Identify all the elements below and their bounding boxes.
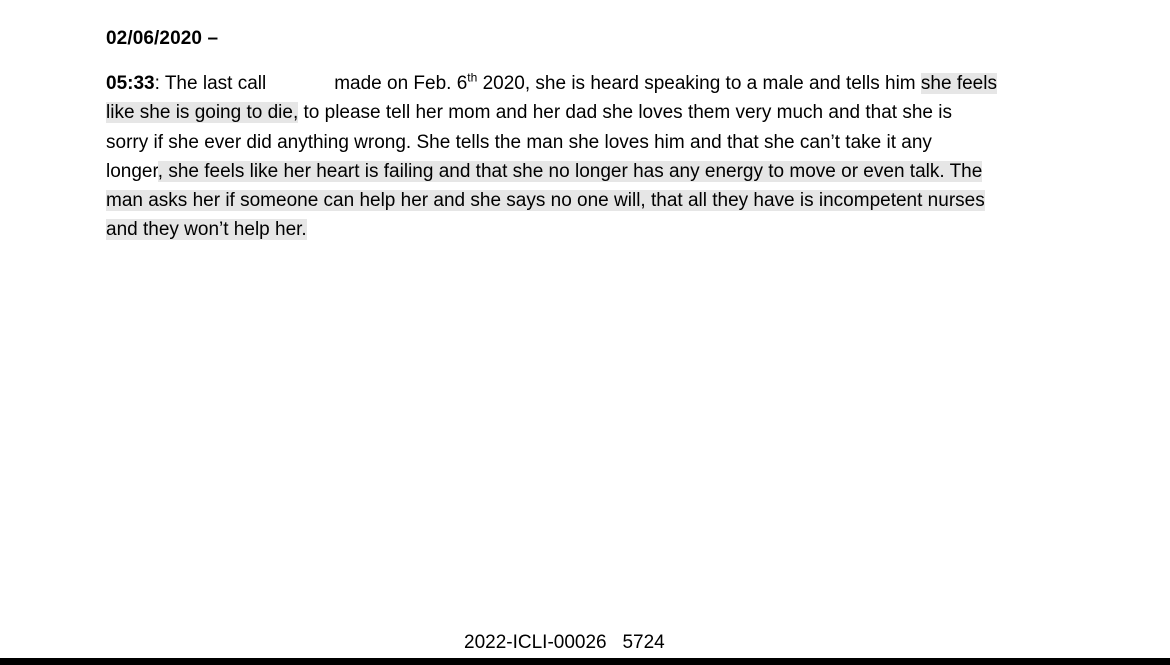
bates-number-footer: 2022-ICLI-00026 5724	[464, 632, 665, 653]
line-2-text: to please tell her mom and her dad she loves them very much and that she is	[298, 102, 952, 123]
paragraph-line-5	[106, 188, 985, 214]
line-1-text-c: 2020, she is heard speaking to a male and tells him	[477, 73, 921, 94]
line-1-highlight: she feels	[920, 73, 997, 94]
paragraph-line-1	[106, 71, 997, 97]
paragraph-line-4	[106, 159, 982, 185]
line-4-highlight: , she feels like her heart is failing and that she no longer has any energy to move or even talk. The	[157, 161, 983, 182]
line-2-highlight: like she is going to die,	[106, 102, 299, 123]
line-1-text-b: made on Feb. 6	[334, 73, 468, 94]
line-4-text: longer	[106, 161, 158, 182]
paragraph-line-6	[106, 217, 307, 243]
line-1-text-a: : The last call	[154, 73, 267, 94]
ordinal-suffix: th	[467, 70, 478, 85]
paragraph-line-3	[106, 130, 932, 156]
timestamp: 05:33	[106, 73, 155, 94]
paragraph-line-2	[106, 100, 952, 126]
bottom-border-bar	[0, 658, 1170, 665]
date-heading: 02/06/2020 –	[106, 28, 219, 49]
line-6-highlight: and they won’t help her.	[106, 219, 307, 240]
line-5-highlight: man asks her if someone can help her and she says no one will, that all they have is incompetent nurses	[106, 190, 985, 211]
line-3-text: sorry if she ever did anything wrong. She tells the man she loves him and that she can’t take it any	[106, 132, 932, 153]
